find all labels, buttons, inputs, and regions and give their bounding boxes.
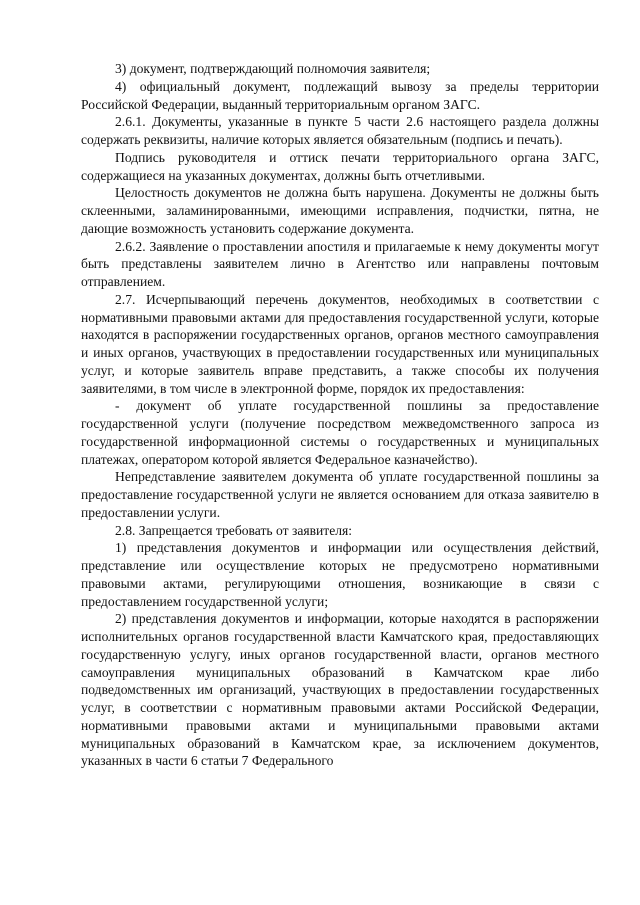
- paragraph-2-6-2: 2.6.2. Заявление о проставлении апостиля и прилагаемые к нему документы могут быть представлены заявителем лично в Агентство или направлены почтовым отправлением.: [81, 238, 599, 289]
- paragraph-2-7: 2.7. Исчерпывающий перечень документов, необходимых в соответствии с нормативными правовыми актами для предоставления государственной услуги, которые находятся в распоряжении государственных органов, органов местного самоуправления и иных органов, участвующих в предоставлении государственных или муниципальных услуг, и которые заявитель вправе представить, а также способы их получения заявителями, в том числе в электронной форме, порядок их предоставления:: [81, 291, 599, 396]
- paragraph-signature-requirement: Подпись руководителя и оттиск печати территориального органа ЗАГС, содержащиеся на указанных документах, должны быть отчетливыми.: [81, 149, 599, 183]
- paragraph-2-8-item-2: 2) представления документов и информации, которые находятся в распоряжении исполнительных органов государственной власти Камчатского края, предоставляющих государственную услугу, иных органов государственной власти, органов местного самоуправления муниципальных образований в Камчатском крае либо подведомственных им организаций, участвующих в предоставлении государственных услуг, в соответствии с нормативным правовыми актами Российской Федерации, нормативными правовыми актами и муниципальными правовыми актами муниципальных образований в Камчатском крае, за исключением документов, указанных в части 6 статьи 7 Федерального: [81, 611, 599, 769]
- document-body: [81, 60, 599, 770]
- paragraph-state-fee-document: - документ об уплате государственной пошлины за предоставление государственной услуги (получение посредством межведомственного запроса из государственной информационной системы о государственных и муниципальных платежах, оператором которой является Федеральное казначейство).: [81, 398, 599, 467]
- paragraph-document-integrity: Целостность документов не должна быть нарушена. Документы не должны быть склеенными, заламинированными, имеющими исправления, подчистки, пятна, не дающие возможность установить содержание документа.: [81, 185, 599, 236]
- paragraph-2-6-1: 2.6.1. Документы, указанные в пункте 5 части 2.6 настоящего раздела должны содержать реквизиты, наличие которых является обязательным (подпись и печать).: [81, 114, 599, 147]
- paragraph-2-8: 2.8. Запрещается требовать от заявителя:: [115, 522, 353, 538]
- paragraph-2-8-item-1: 1) представления документов и информации или осуществления действий, представление или осуществление которых не предусмотрено нормативными правовыми актами, регулирующими отношения, возникающие в связи с предоставлением государственной услуги;: [81, 540, 599, 609]
- paragraph-item-4: 4) официальный документ, подлежащий вывозу за пределы территории Российской Федерации, выданный территориальным органом ЗАГС.: [81, 78, 599, 112]
- paragraph-non-submission: Непредставление заявителем документа об уплате государственной пошлины за предоставление государственной услуги не является основанием для отказа заявителю в предоставлении услуги.: [81, 469, 599, 520]
- paragraph-item-3: 3) документ, подтверждающий полномочия заявителя;: [115, 61, 431, 76]
